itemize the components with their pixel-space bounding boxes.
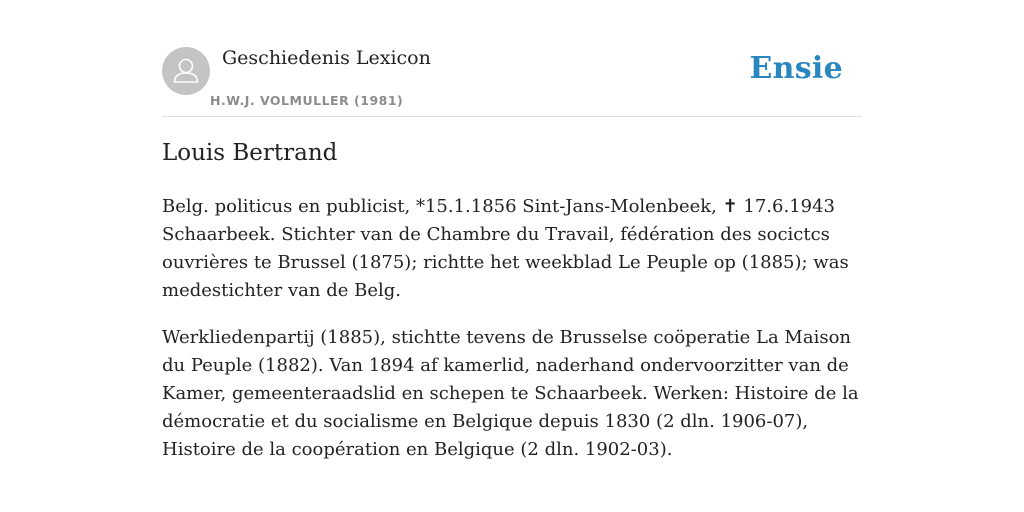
article-body [162, 193, 862, 483]
article-title: Louis Bertrand [162, 140, 338, 166]
source-author: H.W.J. VOLMULLER (1981) [210, 93, 404, 108]
article-paragraph: Belg. politicus en publicist, *15.1.1856 Sint-Jans-Molenbeek, ✝ 17.6.1943 Schaarbeek. Stichter van de Chambre du Travail, fédération des socictcs ouvrières te Brussel (1875); richtte het weekblad Le Peuple op (1885); was medestichter van de Belg. [162, 196, 849, 301]
article-paragraph: Werkliedenpartij (1885), stichtte tevens de Brusselse coöperatie La Maison du Peuple (1882). Van 1894 af kamerlid, naderhand ondervoorzitter van de Kamer, gemeenteraadslid en schepen te Schaarbeek. Werken: Histoire de la démocratie et du socialisme en Belgique depuis 1830 (2 dln. 1906-07), Histoire de la coopération en Belgique (2 dln. 1902-03). [162, 327, 859, 460]
source-header [162, 46, 862, 117]
avatar[interactable] [162, 47, 210, 95]
brand-logo[interactable]: Ensie [749, 51, 843, 86]
user-icon [162, 47, 210, 95]
source-title[interactable]: Geschiedenis Lexicon [222, 47, 431, 69]
